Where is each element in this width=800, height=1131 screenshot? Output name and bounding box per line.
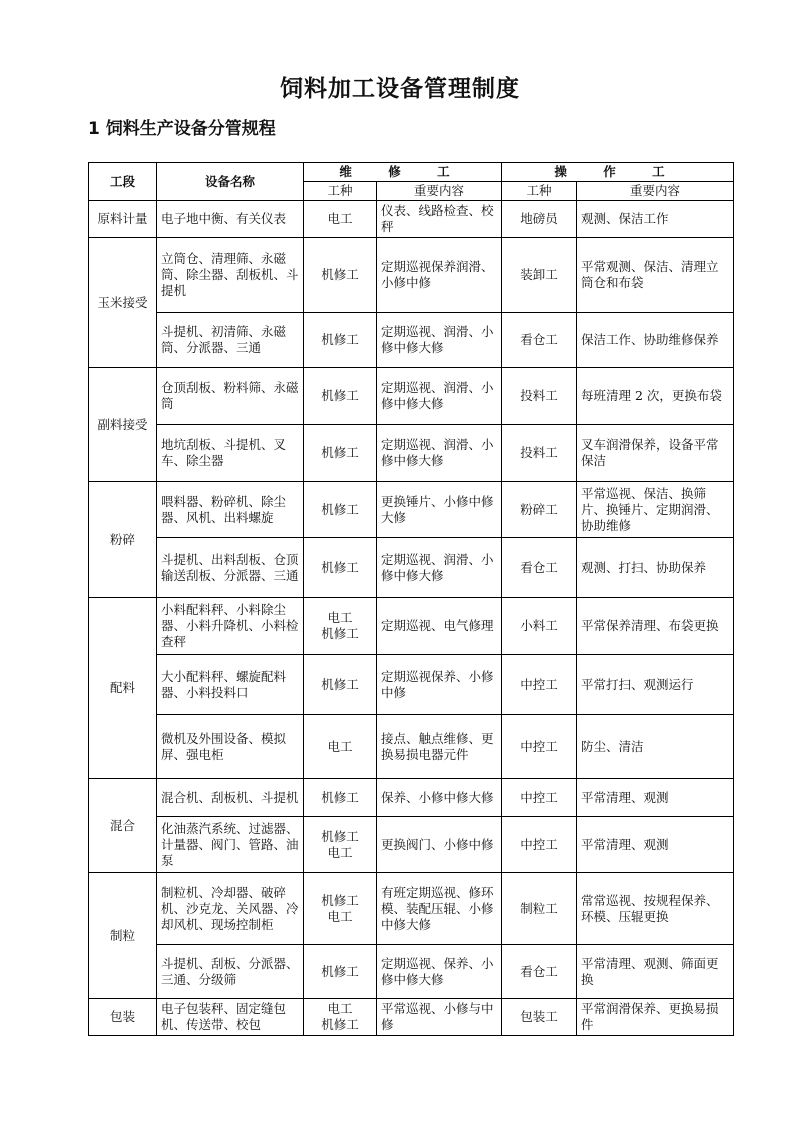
equipment-cell: 喂料器、粉碎机、除尘器、风机、出料螺旋 [157, 482, 304, 538]
operation-role-cell: 中控工 [502, 715, 577, 779]
maintenance-content-cell: 定期巡视保养润滑、小修中修 [377, 238, 502, 313]
section-cell: 制粒 [89, 873, 157, 999]
maintenance-content-cell: 定期巡视、保养、小修中修大修 [377, 945, 502, 999]
maintenance-content-cell: 定期巡视、润滑、小修中修大修 [377, 313, 502, 368]
maintenance-content-cell: 平常巡视、小修与中修 [377, 999, 502, 1036]
operation-content-cell: 平常保养清理、布袋更换 [577, 598, 734, 655]
equipment-cell: 斗提机、刮板、分派器、三通、分级筛 [157, 945, 304, 999]
maintenance-role-cell: 机修工 电工 [304, 873, 377, 945]
operation-role-cell: 看仓工 [502, 945, 577, 999]
document-title: 饲料加工设备管理制度 [280, 76, 520, 102]
section-cell: 原料计量 [89, 201, 157, 238]
operation-content-cell: 常常巡视、按规程保养、环模、压辊更换 [577, 873, 734, 945]
table-row [89, 873, 734, 945]
operation-content-cell: 每班清理 2 次，更换布袋 [577, 368, 734, 425]
maintenance-content-cell: 有班定期巡视、修环模、装配压辊、小修中修大修 [377, 873, 502, 945]
section-cell: 玉米接受 [89, 238, 157, 368]
maintenance-role-cell: 电工 [304, 715, 377, 779]
equipment-cell: 斗提机、初清筛、永磁筒、分派器、三通 [157, 313, 304, 368]
maintenance-role-cell: 机修工 [304, 538, 377, 598]
maintenance-content-cell: 定期巡视、润滑、小修中修大修 [377, 368, 502, 425]
table-row [89, 201, 734, 238]
section-cell: 包装 [89, 999, 157, 1036]
table-row [89, 655, 734, 715]
maintenance-content-cell: 更换阀门、小修中修 [377, 817, 502, 873]
maintenance-content-cell: 定期巡视保养、小修中修 [377, 655, 502, 715]
table-row [89, 482, 734, 538]
operation-content-cell: 观测、打扫、协助保养 [577, 538, 734, 598]
section-cell: 副料接受 [89, 368, 157, 482]
header-maintenance-group: 维 修 工 [304, 163, 502, 182]
section-cell: 粉碎 [89, 482, 157, 598]
operation-role-cell: 包装工 [502, 999, 577, 1036]
maintenance-content-cell: 接点、触点维修、更换易损电器元件 [377, 715, 502, 779]
equipment-cell: 立筒仓、清理筛、永磁筒、除尘器、刮板机、斗提机 [157, 238, 304, 313]
header-equipment: 设备名称 [157, 163, 304, 201]
operation-role-cell: 中控工 [502, 817, 577, 873]
operation-role-cell: 中控工 [502, 655, 577, 715]
header-section: 工段 [89, 163, 157, 201]
operation-role-cell: 投料工 [502, 425, 577, 482]
equipment-cell: 仓顶刮板、粉料筛、永磁筒 [157, 368, 304, 425]
maintenance-content-cell: 仪表、线路检查、校秤 [377, 201, 502, 238]
maintenance-role-cell: 电工 机修工 [304, 598, 377, 655]
operation-content-cell: 保洁工作、协助维修保养 [577, 313, 734, 368]
equipment-cell: 大小配料秤、螺旋配料器、小料投料口 [157, 655, 304, 715]
operation-content-cell: 叉车润滑保养，设备平常保洁 [577, 425, 734, 482]
operation-content-cell: 平常打扫、观测运行 [577, 655, 734, 715]
operation-role-cell: 装卸工 [502, 238, 577, 313]
equipment-cell: 制粒机、冷却器、破碎机、沙克龙、关风器、冷却风机、现场控制柜 [157, 873, 304, 945]
header-maintenance-content: 重要内容 [377, 182, 502, 201]
maintenance-content-cell: 定期巡视、润滑、小修中修大修 [377, 425, 502, 482]
header-operation-content: 重要内容 [577, 182, 734, 201]
operation-content-cell: 平常巡视、保洁、换筛片、换锤片、定期润滑、协助维修 [577, 482, 734, 538]
maintenance-role-cell: 机修工 [304, 313, 377, 368]
operation-content-cell: 观测、保洁工作 [577, 201, 734, 238]
equipment-cell: 电子包装秤、固定缝包机、传送带、校包 [157, 999, 304, 1036]
table-row [89, 779, 734, 817]
maintenance-role-cell: 机修工 [304, 655, 377, 715]
operation-role-cell: 制粒工 [502, 873, 577, 945]
equipment-cell: 电子地中衡、有关仪表 [157, 201, 304, 238]
section-heading: 1 饲料生产设备分管规程 [88, 119, 276, 139]
operation-role-cell: 中控工 [502, 779, 577, 817]
operation-role-cell: 投料工 [502, 368, 577, 425]
maintenance-content-cell: 更换锤片、小修中修大修 [377, 482, 502, 538]
table-row [89, 999, 734, 1036]
operation-content-cell: 防尘、清洁 [577, 715, 734, 779]
maintenance-role-cell: 机修工 [304, 368, 377, 425]
header-operation-group: 操 作 工 [502, 163, 734, 182]
maintenance-content-cell: 定期巡视、润滑、小修中修大修 [377, 538, 502, 598]
table-row [89, 313, 734, 368]
equipment-management-table [88, 162, 734, 1036]
maintenance-role-cell: 机修工 [304, 238, 377, 313]
equipment-cell: 地坑刮板、斗提机、叉车、除尘器 [157, 425, 304, 482]
operation-role-cell: 看仓工 [502, 313, 577, 368]
table-row [89, 538, 734, 598]
equipment-cell: 小料配料秤、小料除尘器、小料升降机、小料检查秤 [157, 598, 304, 655]
section-cell: 混合 [89, 779, 157, 873]
operation-role-cell: 看仓工 [502, 538, 577, 598]
maintenance-role-cell: 电工 机修工 [304, 999, 377, 1036]
maintenance-content-cell: 定期巡视、电气修理 [377, 598, 502, 655]
maintenance-role-cell: 机修工 [304, 482, 377, 538]
operation-content-cell: 平常清理、观测、筛面更换 [577, 945, 734, 999]
table-row [89, 817, 734, 873]
table-row [89, 238, 734, 313]
table-body [89, 201, 734, 1036]
maintenance-content-cell: 保养、小修中修大修 [377, 779, 502, 817]
equipment-cell: 混合机、刮板机、斗提机 [157, 779, 304, 817]
maintenance-role-cell: 机修工 [304, 425, 377, 482]
equipment-cell: 微机及外围设备、模拟屏、强电柜 [157, 715, 304, 779]
operation-role-cell: 粉碎工 [502, 482, 577, 538]
table-row [89, 945, 734, 999]
operation-role-cell: 地磅员 [502, 201, 577, 238]
header-operation-role: 工种 [502, 182, 577, 201]
header-maintenance-role: 工种 [304, 182, 377, 201]
maintenance-role-cell: 机修工 [304, 945, 377, 999]
equipment-cell: 化油蒸汽系统、过滤器、计量器、阀门、管路、油泵 [157, 817, 304, 873]
table-row [89, 715, 734, 779]
section-cell: 配料 [89, 598, 157, 779]
maintenance-role-cell: 电工 [304, 201, 377, 238]
operation-content-cell: 平常清理、观测 [577, 779, 734, 817]
table-row [89, 425, 734, 482]
operation-content-cell: 平常观测、保洁、清理立筒仓和布袋 [577, 238, 734, 313]
maintenance-role-cell: 机修工 电工 [304, 817, 377, 873]
maintenance-role-cell: 机修工 [304, 779, 377, 817]
table-row [89, 598, 734, 655]
equipment-cell: 斗提机、出料刮板、仓顶输送刮板、分派器、三通 [157, 538, 304, 598]
table-row [89, 368, 734, 425]
operation-content-cell: 平常清理、观测 [577, 817, 734, 873]
operation-role-cell: 小料工 [502, 598, 577, 655]
operation-content-cell: 平常润滑保养、更换易损件 [577, 999, 734, 1036]
